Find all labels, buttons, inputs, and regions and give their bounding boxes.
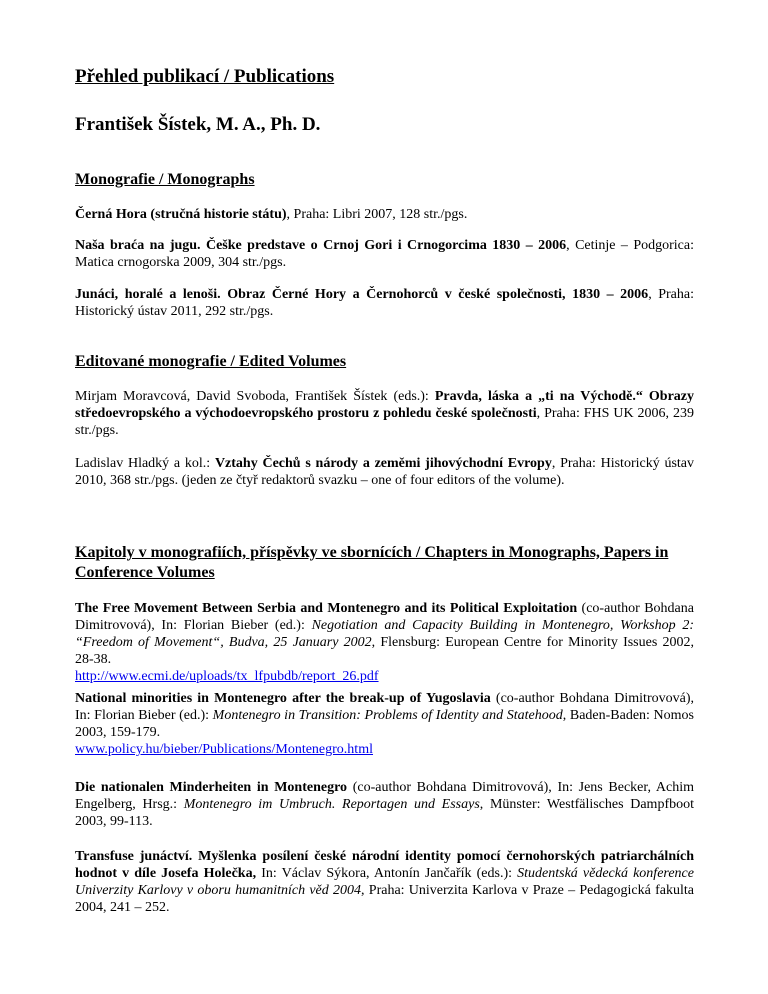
- chapter-entry: [75, 600, 694, 685]
- entry-volume: Negotiation and Capacity Building in Montenegro, Workshop 2: “Freedom of Movement“, Budva, 25 January 2002: [75, 618, 694, 650]
- chapter-entry: [75, 690, 694, 758]
- publication-link[interactable]: http://www.ecmi.de/uploads/tx_lfpubdb/report_26.pdf: [75, 669, 379, 684]
- author-name: František Šístek, M. A., Ph. D.: [75, 114, 321, 135]
- entry-details: , Flensburg: European Centre for Minority Issues 2002, 28-38.: [75, 635, 694, 667]
- entry-details: , Cetinje – Podgorica: Matica crnogorska 2009, 304 str./pgs.: [75, 238, 694, 270]
- entry-title: Junáci, horalé a lenoši. Obraz Černé Hory a Černohorců v české společnosti, 1830 – 2006: [75, 287, 649, 302]
- entry-editors: Ladislav Hladký a kol.:: [75, 456, 215, 471]
- entry-volume: Montenegro in Transition: Problems of Identity and Statehood: [212, 708, 563, 723]
- entry-details: , Baden-Baden: Nomos 2003, 159-179.: [75, 708, 694, 740]
- entry-volume: Montenegro im Umbruch. Reportagen und Essays: [183, 797, 480, 812]
- entry-title: Vztahy Čechů s národy a zeměmi jihovýchodní Evropy: [214, 456, 552, 471]
- monograph-entry: [75, 206, 694, 223]
- monograph-entry: [75, 237, 694, 271]
- entry-title: National minorities in Montenegro after the break-up of Yugoslavia: [75, 691, 491, 706]
- entry-authors: (co-author Bohdana Dimitrovová), In: Jens Becker, Achim Engelberg, Hrsg.:: [75, 780, 694, 812]
- publication-link[interactable]: www.policy.hu/bieber/Publications/Montenegro.html: [75, 742, 373, 757]
- section-heading-edited-volumes: Editované monografie / Edited Volumes: [75, 353, 347, 370]
- entry-details: , Praha: FHS UK 2006, 239 str./pgs.: [75, 406, 694, 438]
- chapter-entry: [75, 779, 694, 830]
- page-title: Přehled publikací / Publications: [75, 66, 335, 87]
- section-heading-chapters: Kapitoly v monografiích, příspěvky ve sbornících / Chapters in Monographs, Papers in Conference Volumes: [75, 544, 669, 581]
- entry-authors: (co-author Bohdana Dimitrovová), In: Florian Bieber (ed.):: [75, 691, 694, 723]
- entry-details: , Praha: Historický ústav 2011, 292 str./pgs.: [75, 287, 694, 319]
- monograph-entry: [75, 286, 694, 320]
- edited-volume-entry: [75, 388, 694, 439]
- entry-authors: (co-author Bohdana Dimitrovová), In: Florian Bieber (ed.):: [75, 601, 694, 633]
- entry-details: , Praha: Libri 2007, 128 str./pgs.: [286, 207, 468, 222]
- entry-title: Černá Hora (stručná historie státu): [75, 207, 287, 222]
- entry-title: Transfuse junáctví. Myšlenka posílení české národní identity pomocí černohorských patriarchálních hodnot v díle Josefa Holečka,: [75, 849, 694, 881]
- entry-authors: In: Václav Sýkora, Antonín Jančařík (eds.):: [256, 866, 518, 881]
- entry-title: The Free Movement Between Serbia and Montenegro and its Political Exploitation: [75, 601, 578, 616]
- section-heading-monographs: Monografie / Monographs: [75, 171, 255, 188]
- entry-details: , Praha: Univerzita Karlova v Praze – Pedagogická fakulta 2004, 241 – 252.: [75, 883, 694, 915]
- chapter-entry: [75, 848, 694, 916]
- entry-title: Naša braća na jugu. Češke predstave o Crnoj Gori i Crnogorcima 1830 – 2006: [75, 238, 567, 253]
- entry-volume: Studentská vědecká konference Univerzity Karlovy v oboru humanitních věd 2004: [75, 866, 694, 898]
- entry-editors: Mirjam Moravcová, David Svoboda, František Šístek (eds.):: [75, 389, 435, 404]
- entry-title: Pravda, láska a „ti na Východě.“ Obrazy středoevropského a východoevropského prostoru z pohledu české společnosti: [75, 389, 694, 421]
- entry-details: , Münster: Westfälisches Dampfboot 2003, 99-113.: [75, 797, 694, 829]
- entry-details: , Praha: Historický ústav 2010, 368 str./pgs. (jeden ze čtyř redaktorů svazku – one of four editors of the volume).: [75, 456, 695, 488]
- edited-volume-entry: [75, 455, 694, 489]
- entry-title: Die nationalen Minderheiten in Montenegro: [75, 780, 348, 795]
